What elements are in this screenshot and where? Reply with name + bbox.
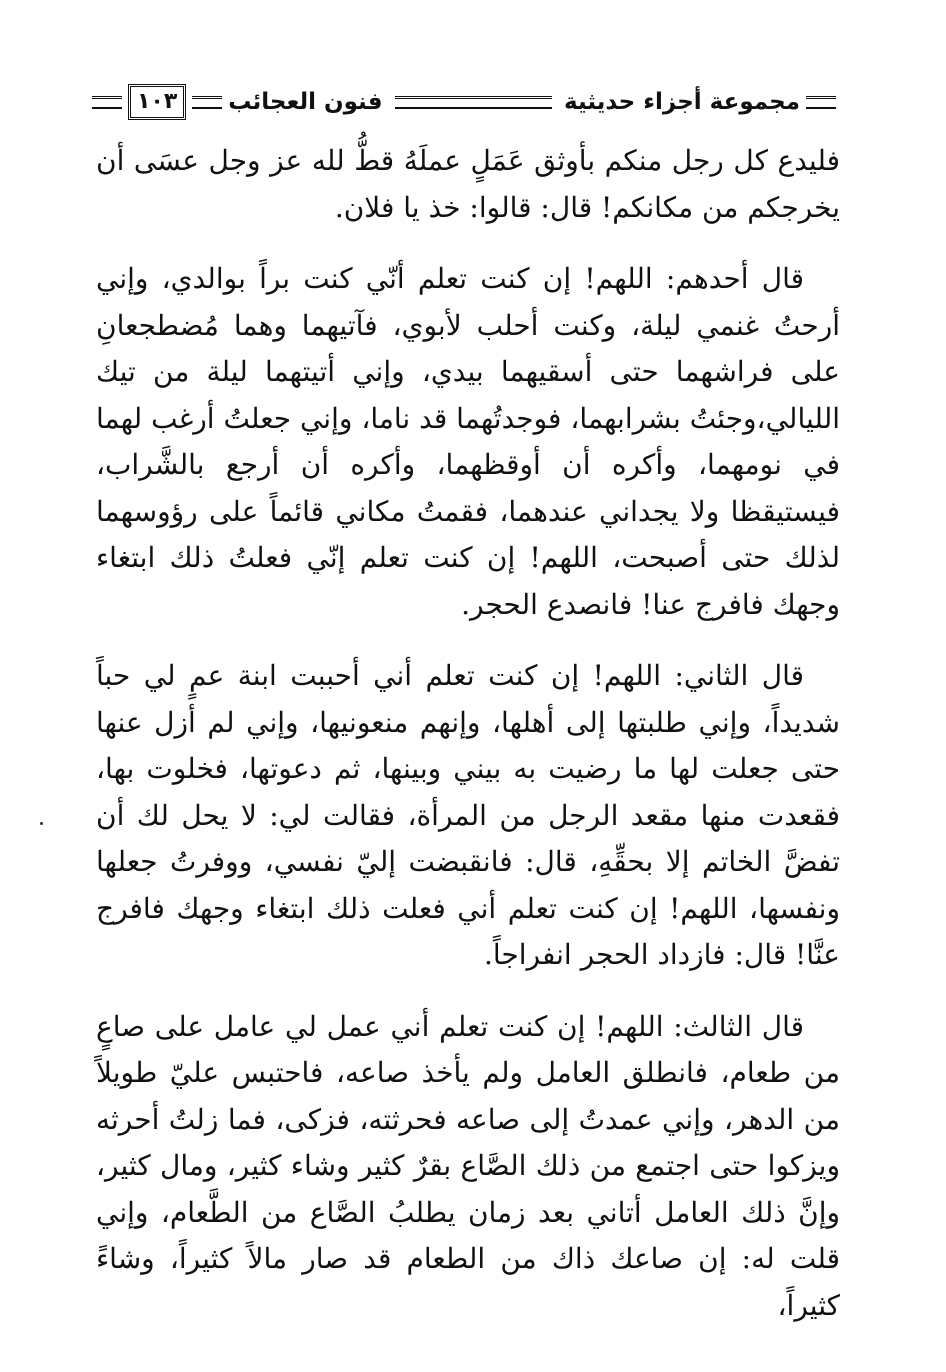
paragraph-4: قال الثالث: اللهم! إن كنت تعلم أني عمل لي عامل على صاعٍ من طعام، فانطلق العامل ولم يأخذ صاعه، فاحتبس عليّ طويلاً من الدهر، وإني عمدتُ إلى صاعه فحرثته، فزكى، فما زلتُ أحرثه ويزكوا حتى اجتمع من ذلك الصَّاع بقرٌ كثير وشاء كثير، ومال كثير، وإنَّ ذلك العامل أتاني بعد زمان يطلبُ الصَّاع من الطَّعام، وإني قلت له: إن صاعك ذاك من الطعام قد صار مالاً كثيراً، وشاءً كثيراً،: [96, 1009, 840, 1322]
book-title: فنون العجائب: [228, 89, 383, 115]
paragraph-2: قال أحدهم: اللهم! إن كنت تعلم أنّي كنت براً بوالدي، وإني أرحتُ غنمي ليلة، وكنت أحلب لأبوي، فآتيهما وهما مُضطجعانِ على فراشهما حتى أسقيهما بيدي، وإني أتيتهما ليلة من تيك الليالي،وجئتُ بشرابهما، فوجدتُهما قد ناما، وإني جعلتُ أرغب لهما في نومهما، وأكره أن أوقظهما، وأكره أن أرجع بالشَّراب، فيستيقظا ولا يجداني عندهما، فقمتُ مكاني قائماً على رؤوسهما لذلك حتى أصبحت، اللهم! إن كنت تعلم إنّي فعلتُ ذلك ابتغاء وجهك فافرج عنا! فانصدع الحجر.: [96, 262, 840, 621]
paragraph-1: فليدع كل رجل منكم بأوثق عَمَلٍ عملَهُ قطُّ لله عز وجل عسَى أن يخرجكم من مكانكم! قال: قالوا: خذ يا فلان.: [96, 144, 840, 224]
header-rule-middle: [395, 96, 553, 109]
body-text: [96, 138, 840, 1354]
page-number: ١٠٣: [128, 84, 186, 120]
series-title: مجموعة أجزاء حديثية: [564, 89, 800, 115]
paragraph-3: قال الثاني: اللهم! إن كنت تعلم أني أحببت ابنة عمٍ لي حباً شديداً، وإني طلبتها إلى أهلها، وإنهم منعونيها، وإني لم أزل عنها حتى جعلت لها ما رضيت به بيني وبينها، ثم دعوتها، فخلوت بها، فقعدت منها مقعد الرجل من المرأة، فقالت لي: لا يحل لك أن تفضَّ الخاتم إلا بحقِّهِ، قال: فانقبضت إليّ نفسي، ووفرتُ جعلها ونفسها، اللهم! إن كنت تعلم أني فعلت ذلك ابتغاء وجهك فافرج عنَّا! قال: فازداد الحجر انفراجاً.: [96, 659, 840, 971]
header-rule-left-inner: [192, 96, 222, 109]
header-rule-left: [92, 96, 122, 109]
margin-speck: [40, 822, 43, 825]
running-header: [92, 82, 836, 122]
header-rule-right: [806, 96, 836, 109]
